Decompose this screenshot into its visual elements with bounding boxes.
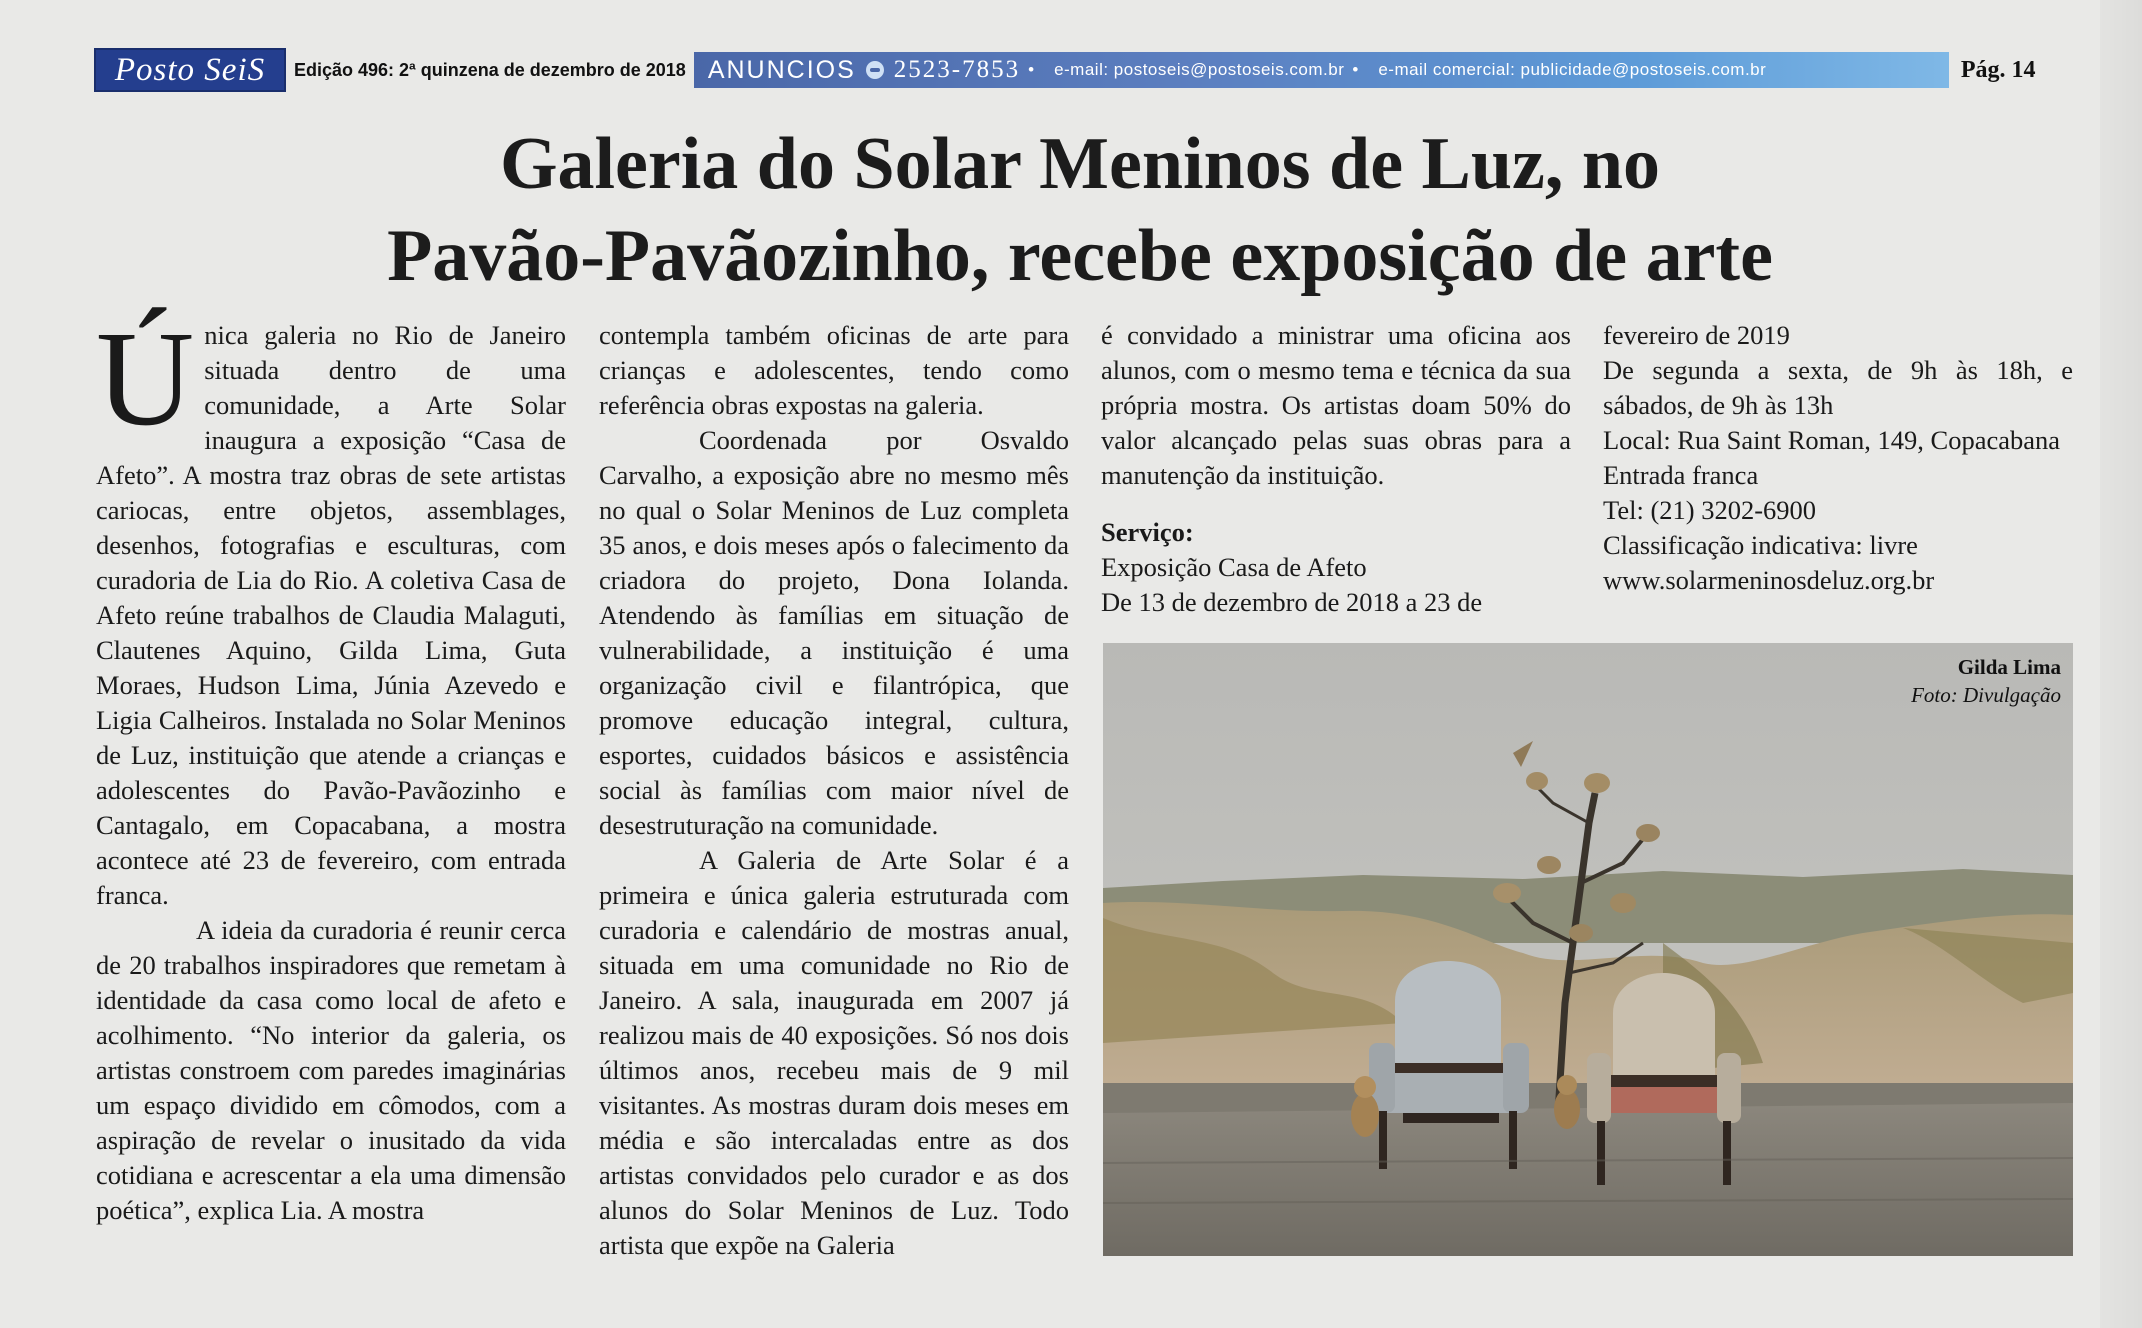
article-column-4 [1603, 318, 2073, 598]
service-dates-start: De 13 de dezembro de 2018 a 23 de [1101, 587, 1483, 617]
article-column-3 [1101, 318, 1571, 620]
article-paragraph: contempla também oficinas de arte para crianças e adolescentes, tendo como referência obras expostas na galeria. [599, 320, 1069, 420]
photograph-armchairs-landscape [1103, 643, 2073, 1256]
drop-cap: Ú [96, 304, 195, 454]
article-column-2 [599, 318, 1069, 1263]
page-number: Pág. 14 [1960, 56, 2036, 83]
article-column-1 [96, 304, 566, 1228]
service-event: Exposição Casa de Afeto [1101, 552, 1367, 582]
article-headline [240, 118, 1920, 302]
edition-info: Edição 496: 2ª quinzena de dezembro de 2018 [294, 59, 686, 80]
service-dates-end: fevereiro de 2019 [1603, 320, 1790, 350]
article-paragraph: é convidado a ministrar uma oficina aos alunos, com o mesmo tema e técnica da sua própria mostra. Os artistas doam 50% do valor alcançado pelas suas obras para a manutenção da instituição. [1101, 320, 1571, 490]
photo-credit-source: Foto: Divulgação [1911, 683, 2061, 707]
article-paragraph: A ideia da curadoria é reunir cerca de 20 trabalhos inspiradores que remetam à identidade da casa como local de afeto e acolhimento. “No interior da galeria, os artistas constroem com paredes imaginárias um espaço dividido em cômodos, com a aspiração de revelar o inusitado da vida cotidiana e acrescentar a ela uma dimensão poética”, explica Lia. A mostra [96, 915, 566, 1225]
article-paragraph: A Galeria de Arte Solar é a primeira e única galeria estruturada com curadoria e calendário de mostras anual, situada em uma comunidade no Rio de Janeiro. A sala, inaugurada em 2007 já realizou mais de 40 exposições. Só nos dois últimos anos, recebeu mais de 9 mil visitantes. As mostras duram dois meses em média e são intercaladas entre as dos artistas convidados pelo curador e as dos alunos do Solar Meninos de Luz. Todo artista que expõe na Galeria [599, 845, 1069, 1260]
service-rating: Classificação indicativa: livre [1603, 530, 1918, 560]
service-hours: De segunda a sexta, de 9h às 18h, e sábados, de 9h às 13h [1603, 355, 2073, 420]
headline-line-2: Pavão-Pavãozinho, recebe exposição de arte [387, 215, 1773, 297]
phone-icon [866, 61, 884, 79]
separator: • [1352, 60, 1359, 79]
headline-line-1: Galeria do Solar Meninos de Luz, no [499, 123, 1661, 205]
service-website: www.solarmeninosdeluz.org.br [1603, 565, 1935, 595]
article-paragraph: Coordenada por Osvaldo Carvalho, a exposição abre no mesmo mês no qual o Solar Meninos de Luz completa 35 anos, e dois meses após o falecimento da criadora do projeto, Dona Iolanda. Atendendo às famílias em situação de vulnerabilidade, a instituição é uma organização civil e filantrópica, que promove educação integral, cultura, esportes, cuidados básicos e assistência social às famílias com maior nível de desestruturação na comunidade. [599, 425, 1069, 840]
service-entry: Entrada franca [1603, 460, 1759, 490]
service-location: Local: Rua Saint Roman, 149, Copacabana [1603, 425, 2061, 455]
paragraph-text: nica galeria no Rio de Janeiro situada dentro de uma comunidade, a Arte Solar inaugura a exposição “Casa de Afeto”. A mostra traz obras de sete artistas cariocas, entre objetos, assemblages, desenhos, fotografias e esculturas, com curadoria de Lia do Rio. A coletiva Casa de Afeto reúne trabalhos de Claudia Malaguti, Clautenes Aquino, Gilda Lima, Guta Moraes, Hudson Lima, Júnia Azevedo e Ligia Calheiros. Instalada no Solar Meninos de Luz, instituição que atende a crianças e adolescentes do Pavão-Pavãozinho e Cantagalo, em Copacabana, a mostra acontece até 23 de fevereiro, com entrada franca. [96, 320, 566, 910]
commercial-email: e-mail comercial: publicidade@postoseis.com.br [1378, 60, 1767, 79]
photo-credit [1911, 653, 2061, 709]
ads-bar [694, 52, 1949, 88]
separator: • [1028, 60, 1035, 79]
photo-credit-name: Gilda Lima [1957, 655, 2061, 679]
article-photo [1103, 643, 2073, 1256]
service-phone: Tel: (21) 3202-6900 [1603, 495, 1817, 525]
newspaper-logo: Posto SeiS [94, 48, 286, 92]
adjacent-page-edge [2100, 0, 2142, 1328]
contact-email: e-mail: postoseis@postoseis.com.br [1054, 60, 1345, 79]
masthead [94, 48, 2092, 92]
article-paragraph [96, 304, 566, 913]
service-title: Serviço: [1101, 517, 1194, 547]
ads-phone: 2523-7853 [893, 56, 1021, 83]
ads-label: ANUNCIOS [707, 55, 856, 84]
